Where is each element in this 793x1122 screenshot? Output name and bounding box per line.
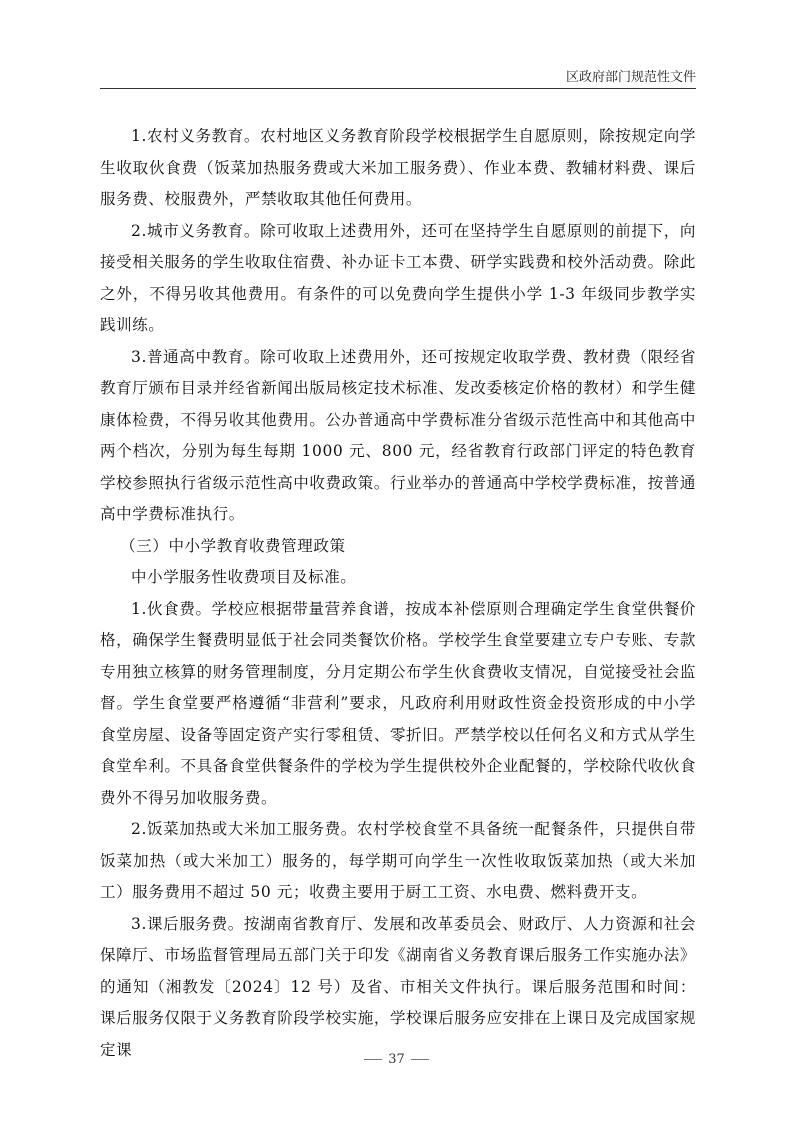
footer-dash-right xyxy=(411,1059,429,1060)
document-body xyxy=(100,121,696,1066)
paragraph-after-school-fee: 3.课后服务费。按湖南省教育厅、发展和改革委员会、财政厅、人力资源和社会保障厅、市场监督管理局五部门关于印发《湖南省义务教育课后服务工作实施办法》的通知（湘教发〔2024〕12 号）及省、市相关文件执行。课后服务范围和时间：课后服务仅限于义务教育阶段学校实施，学校课后服务应安排在上课日及完成国家规定课 xyxy=(100,914,696,1059)
footer-dash-left xyxy=(364,1059,382,1060)
paragraph-meal-fee: 1.伙食费。学校应根据带量营养食谱，按成本补偿原则合理确定学生食堂供餐价格，确保学生餐费明显低于社会同类餐饮价格。学校学生食堂要建立专户专账、专款专用独立核算的财务管理制度，分月定期公布学生伙食费收支情况，自觉接受社会监督。学生食堂要严格遵循“非营利”要求，凡政府利用财政性资金投资形成的中小学食堂房屋、设备等固定资产实行零租赁、零折旧。严禁学校以任何名义和方式从学生食堂牟利。不具备食堂供餐条件的学校为学生提供校外企业配餐的，学校除代收伙食费外不得另加收服务费。 xyxy=(100,599,696,807)
header-divider xyxy=(100,88,696,89)
paragraph-urban-education: 2.城市义务教育。除可收取上述费用外，还可在坚持学生自愿原则的前提下，向接受相关服务的学生收取住宿费、补办证卡工本费、研学实践费和校外活动费。除此之外，不得另收其他费用。有条件的可以免费向学生提供小学 1-3 年级同步教学实践训练。 xyxy=(100,221,696,334)
paragraph-intro: 中小学服务性收费项目及标准。 xyxy=(131,568,357,586)
section-heading: （三）中小学教育收费管理政策 xyxy=(120,536,346,555)
paragraph-rural-education: 1.农村义务教育。农村地区义务教育阶段学校根据学生自愿原则，除按规定向学生收取伙食费（饭菜加热服务费或大米加工服务费）、作业本费、教辅材料费、课后服务费、校服费外，严禁收取其他任何费用。 xyxy=(100,127,696,208)
document-header: 区政府部门规范性文件 xyxy=(565,70,696,85)
page-number: 37 xyxy=(388,1052,405,1067)
page-footer xyxy=(0,1052,793,1067)
paragraph-heating-fee: 2.饭菜加热或大米加工服务费。农村学校食堂不具备统一配餐条件，只提供自带饭菜加热（或大米加工）服务的，每学期可向学生一次性收取饭菜加热（或大米加工）服务费用不超过 50 元；收费主要用于厨工工资、水电费、燃料费开支。 xyxy=(100,820,696,901)
paragraph-high-school: 3.普通高中教育。除可收取上述费用外，还可按规定收取学费、教材费（限经省教育厅颁布目录并经省新闻出版局核定技术标准、发改委核定价格的教材）和学生健康体检费，不得另收其他费用。公办普通高中学费标准分省级示范性高中和其他高中两个档次，分别为每生每期 1000 元、800 元，经省教育行政部门评定的特色教育学校参照执行省级示范性高中收费政策。行业举办的普通高中学校学费标准，按普通高中学费标准执行。 xyxy=(100,347,696,523)
